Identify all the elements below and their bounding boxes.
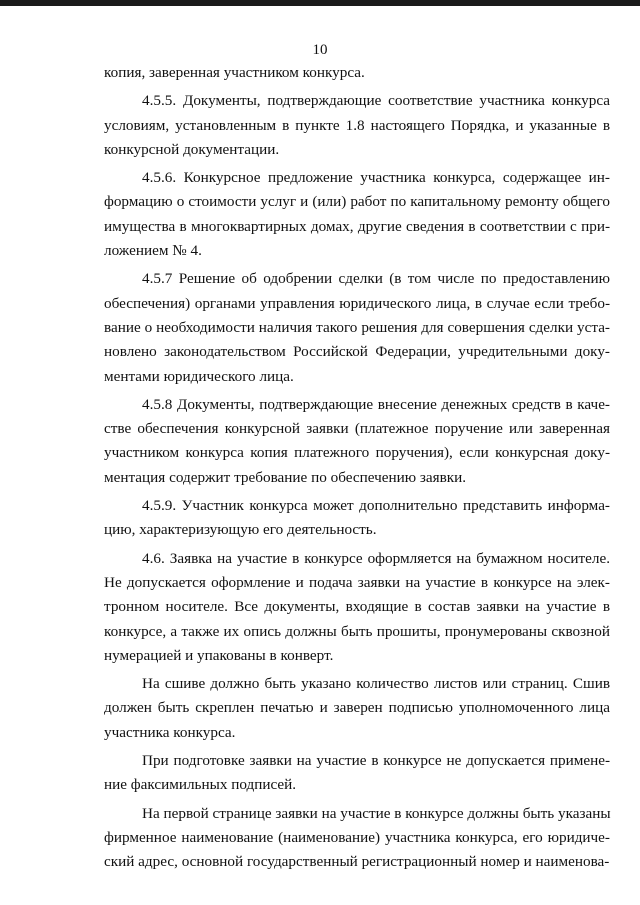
paragraph-line: 4.5.8 Документы, подтверждающие внесение денежных средств в каче- <box>142 395 610 413</box>
paragraph-line: тронном носителе. Все документы, входящие в состав заявки на участие в <box>104 598 610 616</box>
paragraph-line: участником конкурса копия платежного поручения), если конкурсная доку- <box>104 444 610 462</box>
paragraph-line: копия, заверенная участником конкурса. <box>104 64 365 81</box>
paragraph-line: ментация содержит требование по обеспечению заявки. <box>104 468 467 486</box>
paragraph <box>104 802 610 875</box>
paragraph <box>104 749 610 798</box>
paragraph-line: обеспечения) органами управления юридического лица, в случае если требо- <box>104 294 610 312</box>
paragraph <box>104 393 610 490</box>
paragraph-line: вание о необходимости наличия такого решения для совершения сделки уста- <box>104 318 610 336</box>
paragraph-line: стве обеспечения конкурсной заявки (платежное поручение или заверенная <box>104 420 610 438</box>
paragraph-line: ние факсимильных подписей. <box>104 776 297 794</box>
paragraph-line: ложением № 4. <box>104 242 202 260</box>
paragraph-line: цию, характеризующую его деятельность. <box>104 521 377 539</box>
paragraph <box>104 166 610 263</box>
paragraph-line: ский адрес, основной государственный регистрационный номер и наименова- <box>104 853 610 871</box>
paragraph-line: 4.5.6. Конкурсное предложение участника конкурса, содержащее ин- <box>142 169 610 187</box>
paragraph-line: 4.5.9. Участник конкурса может дополнительно представить информа- <box>142 497 610 515</box>
paragraph-line: ментами юридического лица. <box>104 367 294 385</box>
paragraph-line: конкурсной документации. <box>104 140 280 158</box>
paragraph-line: При подготовке заявки на участие в конкурсе не допускается примене- <box>142 752 610 770</box>
paragraph-line: должен быть скреплен печатью и заверен подписью уполномоченного лица <box>104 699 610 717</box>
paragraph-line: имущества в многоквартирных домах, другие сведения в соответствии с при- <box>104 217 610 235</box>
paragraph-line: На первой странице заявки на участие в конкурсе должны быть указаны <box>142 804 611 822</box>
paragraph-line: 4.5.5. Документы, подтверждающие соответствие участника конкурса <box>142 92 610 110</box>
paragraph-line: На сшиве должно быть указано количество листов или страниц. Сшив <box>142 675 610 693</box>
paragraph <box>104 89 610 162</box>
paragraph <box>104 494 610 543</box>
paragraph-line: 4.6. Заявка на участие в конкурсе оформляется на бумажном носителе. <box>142 549 610 567</box>
paragraph-line: участника конкурса. <box>104 723 236 741</box>
paragraph <box>104 61 610 85</box>
document-body <box>104 61 610 875</box>
paragraph-line: новлено законодательством Российской Федерации, учредительными доку- <box>104 343 610 361</box>
paragraph <box>104 672 610 745</box>
paragraph-line: нумерацией и упакованы в конверт. <box>104 646 334 664</box>
paragraph-line: фирменное наименование (наименование) участника конкурса, его юридиче- <box>104 828 610 846</box>
paragraph-line: конкурсе, а также их опись должны быть прошиты, пронумерованы сквозной <box>104 622 610 640</box>
paragraph-line: 4.5.7 Решение об одобрении сделки (в том числе по предоставлению <box>142 270 610 288</box>
paragraph <box>104 547 610 668</box>
paragraph-line: формацию о стоимости услуг и (или) работ по капитальному ремонту общего <box>104 193 610 211</box>
top-border-rule <box>0 0 640 6</box>
page-number: 10 <box>312 42 328 58</box>
paragraph-line: условиям, установленным в пункте 1.8 настоящего Порядка, и указанные в <box>104 116 610 134</box>
paragraph-line: Не допускается оформление и подача заявки на участие в конкурсе на элек- <box>104 573 610 591</box>
paragraph <box>104 267 610 388</box>
